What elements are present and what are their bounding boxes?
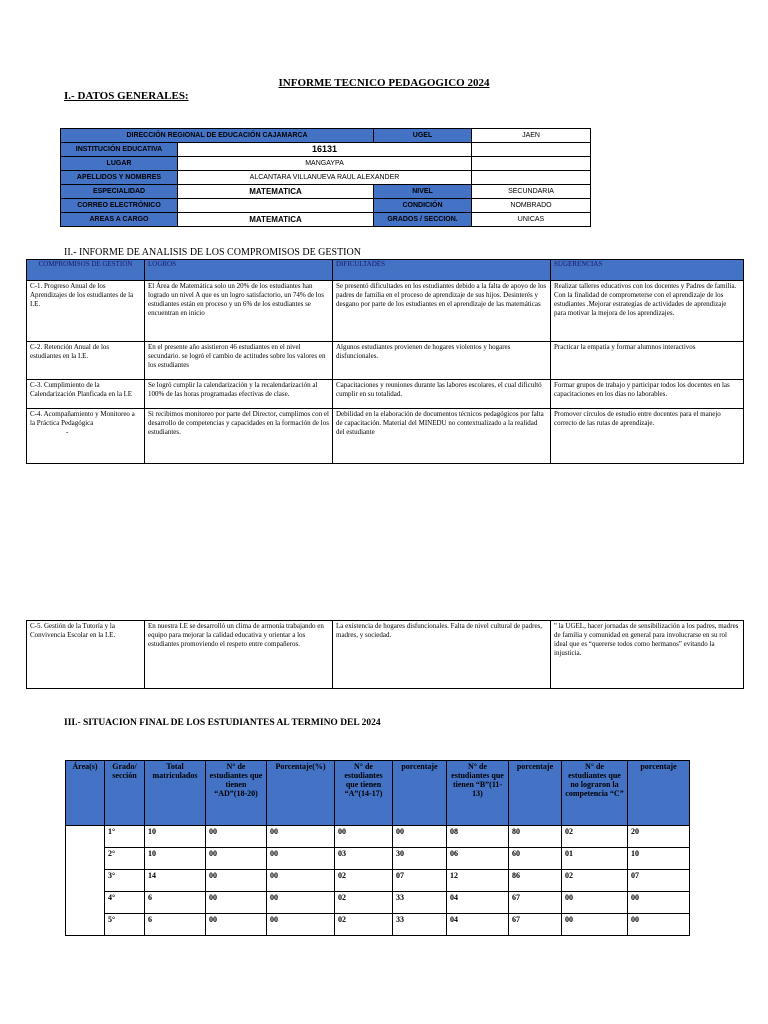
table-cell: 07 (628, 870, 690, 892)
table-cell: 20 (628, 826, 690, 848)
areas-value: MATEMATICA (178, 213, 374, 227)
correo-label: CORREO ELECTRÓNICO (61, 199, 178, 213)
logro-c4: Si recibimos monitoreo por parte del Director, cumplimos con el desarrollo de competencias y capacidades en la formación de los estudiantes. (145, 409, 333, 464)
header-dificultades: DIFICULTADES (333, 260, 551, 281)
table-row (66, 848, 690, 870)
table-cell: 00 (628, 914, 690, 936)
table-cell: 02 (335, 892, 393, 914)
sugerencia-c3: Formar grupos de trabajo y participar todos los docentes en las capacitaciones en los días no laborables. (551, 380, 744, 409)
table-cell: 02 (562, 826, 628, 848)
table-row (66, 914, 690, 936)
header-porcentaje-b: porcentaje (509, 761, 562, 826)
table-cell: 00 (206, 848, 267, 870)
table-cell: 6 (145, 892, 206, 914)
table-cell: 6 (145, 914, 206, 936)
header-sugerencias: SUGERENCIAS (551, 260, 744, 281)
table-cell: 01 (562, 848, 628, 870)
table-cell: 3° (105, 870, 145, 892)
table-cell: 1° (105, 826, 145, 848)
table-row (66, 892, 690, 914)
table-cell: 00 (335, 826, 393, 848)
table-cell: 00 (562, 892, 628, 914)
table-cell: 03 (335, 848, 393, 870)
header-compromisos: COMPROMISOS DE GESTIÓN (27, 260, 145, 281)
situacion-final-table (65, 760, 690, 936)
table-cell: 10 (145, 826, 206, 848)
compromisos-table (26, 259, 744, 464)
logro-c1: El Área de Matemática solo un 20% de los estudiantes han logrado un nivel A que es un logro satisfactorio, un 74% de los estudiantes están en proceso y un 6% de los estudiantes se encuentran en inicio (145, 281, 333, 342)
sugerencia-c5: " la UGEL, hacer jornadas de sensibilización a los padres, madres de familia y comunidad en general para involucrarse en su rol ideal que es “quererse todos como hermanos” evitando la injusticia. (551, 621, 744, 689)
header-a: N° de estudiantes que tienen “A”(14-17) (335, 761, 393, 826)
table-cell: 00 (206, 914, 267, 936)
compromiso-c3: C-3. Cumplimiento de la Calendarización Planficada en la I.E (27, 380, 145, 409)
ugel-label: UGEL (374, 129, 472, 143)
table-cell: 04 (447, 914, 509, 936)
table-cell: 00 (393, 826, 447, 848)
compromiso-c4-dash: - (66, 428, 69, 436)
table-cell: 00 (267, 848, 335, 870)
header-porcentaje-a: porcentaje (393, 761, 447, 826)
grados-label: GRADOS / SECCION. (374, 213, 472, 227)
sugerencia-c1: Realizar talleres educativos con los docentes y Padres de familia. Con la finalidad de comprometerse con el aprendizaje de los estudiantes .Mejorar estrategias de actividades de aprendizaje para motivar la mejora de los aprendizajes. (551, 281, 744, 342)
table-cell: 02 (335, 870, 393, 892)
grados-value: UNICAS (472, 213, 591, 227)
compromiso-c1: C-1. Progreso Anual de los Aprendizajes de los estudiantes de la I.E. (27, 281, 145, 342)
compromiso-c2: C-2. Retención Anual de los estudiantes en la I.E. (27, 342, 145, 380)
compromiso-c4-text: C-4. Acompañamiento y Monitoreo a la Práctica Pedagógica (30, 410, 135, 427)
table-cell: 4° (105, 892, 145, 914)
dificultad-c4: Debilidad en la elaboración de documentos técnicos pedagógicos por falta de capacitación. Material del MINEDU no contextualizado a la realidad del estudiante (333, 409, 551, 464)
header-ad: N° de estudiantes que tienen “AD”(18-20) (206, 761, 267, 826)
table-cell: 67 (509, 914, 562, 936)
table-cell: 80 (509, 826, 562, 848)
header-total: Total matriculados (145, 761, 206, 826)
table-cell: 00 (206, 892, 267, 914)
table-cell: 00 (267, 826, 335, 848)
dificultad-c3: Capacitaciones y reuniones durante las labores escolares, el cual dificultó cumplir en su totalidad. (333, 380, 551, 409)
sugerencia-c4: Promover círculos de estudio entre docentes para el manejo correcto de las rutas de aprendizaje. (551, 409, 744, 464)
table-cell: 60 (509, 848, 562, 870)
logro-c3: Se logró cumplir la calendarización y la recalendarización al 100% de las horas programadas efectivas de clase. (145, 380, 333, 409)
area-cell (66, 826, 105, 936)
table-cell: 00 (267, 892, 335, 914)
header-porcentaje-ad: Porcentaje(%) (267, 761, 335, 826)
nombres-empty (472, 171, 591, 185)
lugar-value: MANGAYPA (178, 157, 472, 171)
table-cell: 00 (206, 826, 267, 848)
header-c: N° de estudiantes que no lograron la competencia “C” (562, 761, 628, 826)
ie-value: 16131 (178, 143, 472, 157)
table-cell: 67 (509, 892, 562, 914)
ie-label: INSTITUCIÓN EDUCATIVA (61, 143, 178, 157)
header-logros: LOGROS (145, 260, 333, 281)
especialidad-value: MATEMATICA (178, 185, 374, 199)
dificultad-c2: Algunos estudiantes provienen de hogares violentos y hogares disfuncionales. (333, 342, 551, 380)
table-cell: 00 (267, 914, 335, 936)
nivel-value: SECUNDARIA (472, 185, 591, 199)
direccion-label: DIRECCIÓN REGIONAL DE EDUCACIÓN CAJAMARCA (61, 129, 374, 143)
correo-value (178, 199, 374, 213)
ugel-value: JAEN (472, 129, 591, 143)
lugar-label: LUGAR (61, 157, 178, 171)
areas-label: AREAS A CARGO (61, 213, 178, 227)
condicion-value: NOMBRADO (472, 199, 591, 213)
table-cell: 02 (562, 870, 628, 892)
table-cell: 06 (447, 848, 509, 870)
dificultad-c1: Se presentó dificultades en los estudiantes debido a la falta de apoyo de los padres de familia en el proceso de aprendizaje de sus hijos. Desinterés y desgano por parte de los estudiantes en el aprendizaje de las matemáticas (333, 281, 551, 342)
nivel-label: NIVEL (374, 185, 472, 199)
document-title: INFORME TECNICO PEDAGOGICO 2024 (278, 77, 490, 89)
header-b: N° de estudiantes que tienen “B”(11-13) (447, 761, 509, 826)
condicion-label: CONDICIÓN (374, 199, 472, 213)
table-row (66, 870, 690, 892)
table-cell: 07 (393, 870, 447, 892)
dificultad-c5: La existencia de hogares disfuncionales. Falta de nivel cultural de padres, madres, y sociedad. (333, 621, 551, 689)
table-row (66, 826, 690, 848)
compromiso-c5: C-5. Gestión de la Tutoría y la Convivencia Escolar en la I.E. (27, 621, 145, 689)
table-cell: 08 (447, 826, 509, 848)
logro-c2: En el presente año asistieron 46 estudiantes en el nivel secundario. se logró el cambio de actitudes sobre los valores en los estudiantes (145, 342, 333, 380)
table-cell: 2° (105, 848, 145, 870)
table-cell: 30 (393, 848, 447, 870)
table-cell: 33 (393, 892, 447, 914)
table-cell: 02 (335, 914, 393, 936)
nombres-label: APELLIDOS Y NOMBRES (61, 171, 178, 185)
table-cell: 10 (628, 848, 690, 870)
situacion-final-body (66, 826, 690, 936)
header-porcentaje-c: porcentaje (628, 761, 690, 826)
table-cell: 10 (145, 848, 206, 870)
sugerencia-c2: Practicar la empatía y formar alumnos interactivos (551, 342, 744, 380)
table-cell: 14 (145, 870, 206, 892)
table-cell: 12 (447, 870, 509, 892)
lugar-empty (472, 157, 591, 171)
table-cell: 00 (267, 870, 335, 892)
header-areas: Área(s) (66, 761, 105, 826)
compromiso-c4 (27, 409, 145, 464)
table-cell: 5° (105, 914, 145, 936)
table-cell: 86 (509, 870, 562, 892)
header-grado: Grado/ sección (105, 761, 145, 826)
datos-generales-table (60, 128, 591, 227)
section-datos-generales: I.- DATOS GENERALES: (64, 90, 189, 102)
ie-empty (472, 143, 591, 157)
table-cell: 00 (206, 870, 267, 892)
table-cell: 00 (562, 914, 628, 936)
compromisos-table-continued (26, 620, 744, 689)
section-compromisos: II.- INFORME DE ANALISIS DE LOS COMPROMISOS DE GESTION (64, 247, 361, 258)
section-situacion-final: III.- SITUACION FINAL DE LOS ESTUDIANTES AL TERMINO DEL 2024 (64, 718, 381, 728)
table-cell: 33 (393, 914, 447, 936)
table-cell: 00 (628, 892, 690, 914)
table-cell: 04 (447, 892, 509, 914)
nombres-value: ALCANTARA VILLANUEVA RAUL ALEXANDER (178, 171, 472, 185)
logro-c5: En nuestra I.E se desarrolló un clima de armonía trabajando en equipo para mejorar la calidad educativa y orientar a los estudiantes promoviendo el respeto entre compañeros. (145, 621, 333, 689)
especialidad-label: ESPECIALIDAD (61, 185, 178, 199)
